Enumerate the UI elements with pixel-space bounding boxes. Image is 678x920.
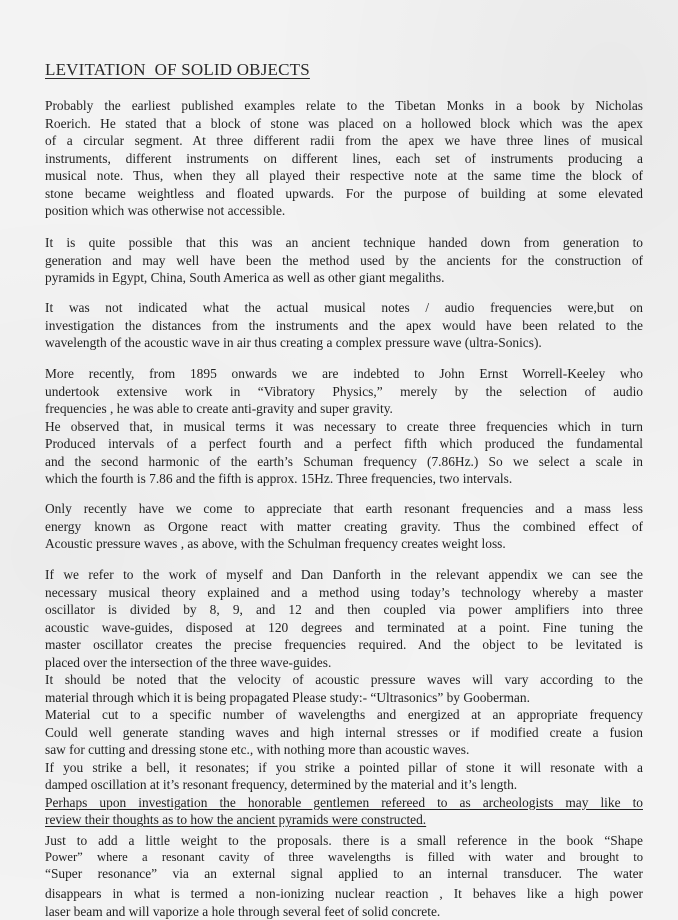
document-title: LEVITATION OF SOLID OBJECTS [45,60,310,79]
text-line: necessary musical theory explained and a method using today’s technology whereby a master [45,584,643,600]
text-line: Only recently have we come to appreciate that earth resonant frequencies and a mass less [45,501,643,516]
text-line: Material cut to a specific number of wavelengths and energized at an appropriate frequency [45,707,643,722]
text-line: generation and may well have been the method used by the ancients for the construction of [45,252,643,268]
text-line: investigation the distances from the instruments and the apex would have been related to the [45,317,643,333]
text-line: wavelength of the acoustic wave in air thus creating a complex pressure wave (ultra-Sonics). [45,335,542,350]
text-line: of a circular segment. At three different radii from the apex we have three lines of musical [45,133,643,148]
text-line: It is quite possible that this was an ancient technique handed down from generation to [45,235,643,250]
text-line: It should be noted that the velocity of acoustic pressure waves will vary according to the [45,672,643,687]
text-line: material through which it is being propagated Please study:- “Ultrasonics” by Gooberman. [45,689,530,705]
underlined-text-line: Perhaps upon investigation the honorable gentlemen refereed to as archeologists may like to [45,794,643,810]
text-line: laser beam and will vaporize a hole through several feet of solid concrete. [45,903,441,919]
text-line: acoustic wave-guides, disposed at 120 degrees and terminated at a point. Fine tuning the [45,619,643,635]
text-line: energy known as Orgone react with matter creating gravity. Thus the combined effect of [45,518,643,534]
paragraph-musical-notes [45,299,643,352]
text-line: pyramids in Egypt, China, South America as well as other giant megaliths. [45,270,445,285]
text-line: If we refer to the work of myself and Dan Danforth in the relevant appendix we can see the [45,567,643,582]
text-line: Roerich. He stated that a block of stone was placed on a hollowed block which was the apex [45,115,643,131]
text-line: “Super resonance” via an external signal applied to an internal transducer. The water [45,865,643,881]
paragraph-shape-power [45,832,643,920]
text-line: Just to add a little weight to the proposals. there is a small reference in the book “Shape [45,833,643,848]
paragraph-tibetan-monks [45,97,643,220]
text-line: Acoustic pressure waves , as above, with the Schulman frequency creates weight loss. [45,536,506,551]
text-line: position which was otherwise not accessible. [45,203,286,218]
text-line: saw for cutting and dressing stone etc., with nothing more than acoustic waves. [45,742,470,757]
text-line: He observed that, in musical terms it was necessary to create three frequencies which in turn [45,418,643,434]
paragraph-keeley [45,365,643,488]
text-line: stone became weightless and floated upwards. For the purpose of building at some elevated [45,185,643,201]
text-line: and the second harmonic of the earth’s Schuman frequency (7.86Hz.) So we select a scale in [45,453,643,469]
text-line: Produced intervals of a perfect fourth and a perfect fifth which produced the fundamental [45,436,643,451]
text-line: oscillator is divided by 8, 9, and 12 and then coupled via power amplifiers into three [45,602,643,617]
text-line: disappears in what is termed a non-ionizing nuclear reaction , It behaves like a high power [45,886,643,901]
text-line: It was not indicated what the actual musical notes / audio frequencies were,but on [45,300,643,315]
underlined-text-line: review their thoughts as to how the ancient pyramids were constructed. [45,812,427,827]
text-line: undertook extensive work in “Vibratory Physics,” merely by the selection of audio [45,383,643,399]
text-line: musical note. Thus, when they all played their respective note at the same time the block of [45,168,643,183]
paragraph-danforth [45,566,643,829]
text-line: Probably the earliest published examples relate to the Tibetan Monks in a book by Nicholas [45,98,643,113]
text-line: master oscillator creates the precise frequencies required. And the object to be levitated is [45,637,643,652]
text-line: More recently, from 1895 onwards we are indebted to John Ernst Worrell-Keeley who [45,366,643,381]
text-line: placed over the intersection of the three wave-guides. [45,654,332,670]
text-line: Could well generate standing waves and high internal stresses or if modified create a fusion [45,724,643,740]
text-line: damped oscillation at it’s resonant frequency, determined by the material and it’s length. [45,777,518,792]
text-line: If you strike a bell, it resonates; if you strike a pointed pillar of stone it will resonate with a [45,759,643,775]
text-line: which the fourth is 7.86 and the fifth is approx. 15Hz. Three frequencies, two intervals. [45,471,513,486]
paragraph-orgone [45,500,643,553]
text-line: instruments, different instruments on different lines, each set of instruments producing a [45,150,643,166]
paragraph-ancient-technique [45,234,643,287]
text-line: Power” where a resonant cavity of three wavelengths is filled with water and brought to [45,849,643,864]
text-line: frequencies , he was able to create anti-gravity and super gravity. [45,401,393,416]
